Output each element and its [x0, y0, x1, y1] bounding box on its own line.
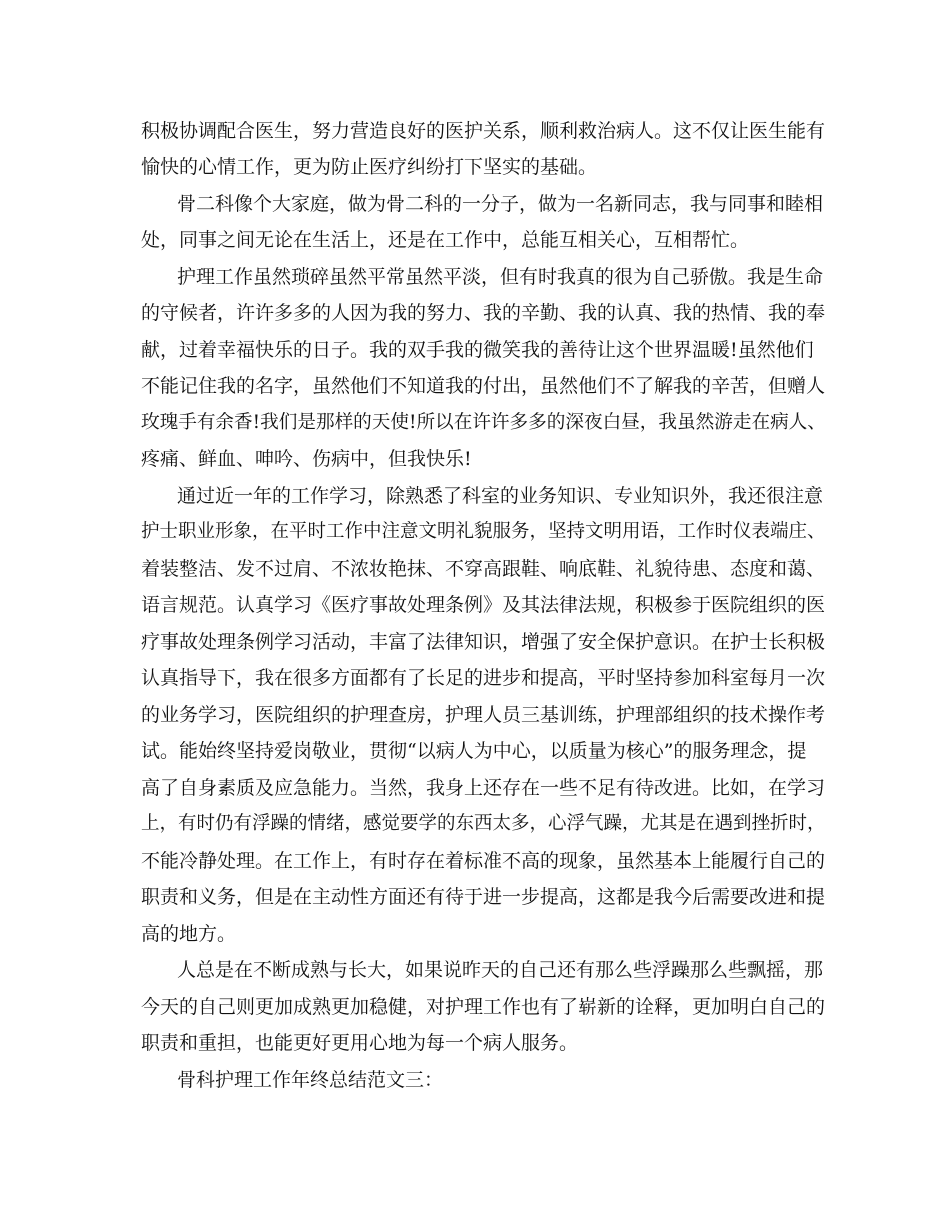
text-line: 高的地方。 [141, 923, 237, 945]
text-line: 认真指导下，我在很多方面都有了长足的进步和提高，平时坚持参加科室每月一次 [141, 667, 826, 689]
text-line: 疼痛、鲜血、呻吟、伤病中，但我快乐! [141, 448, 472, 470]
text-line: 处，同事之间无论在生活上，还是在工作中，总能互相关心，互相帮忙。 [141, 229, 750, 251]
text-line: 语言规范。认真学习《医疗事故处理条例》及其法律法规，积极参于医院组织的医 [141, 594, 826, 616]
text-line: 不能记住我的名字，虽然他们不知道我的付出，虽然他们不了解我的辛苦，但赠人 [141, 375, 826, 397]
paragraph-first-line: 护理工作虽然琐碎虽然平常虽然平淡，但有时我真的很为自己骄傲。我是生命 [177, 266, 824, 288]
text-line: 着装整洁、发不过肩、不浓妆艳抹、不穿高跟鞋、响底鞋、礼貌待患、态度和蔼、 [141, 558, 826, 580]
text-line: 高了自身素质及应急能力。当然，我身上还存在一些不足有待改进。比如，在学习 [141, 777, 826, 799]
text-line: 职责和义务，但是在主动性方面还有待于进一步提高，这都是我今后需要改进和提 [141, 886, 826, 908]
text-line: 疗事故处理条例学习活动，丰富了法律知识，增强了安全保护意识。在护士长积极 [141, 631, 826, 653]
paragraph-first-line: 通过近一年的工作学习，除熟悉了科室的业务知识、专业知识外，我还很注意 [177, 485, 824, 507]
text-line: 献，过着幸福快乐的日子。我的双手我的微笑我的善待让这个世界温暖!虽然他们 [141, 339, 814, 361]
text-line: 不能冷静处理。在工作上，有时存在着标准不高的现象，虽然基本上能履行自己的 [141, 850, 826, 872]
paragraph-first-line: 人总是在不断成熟与长大，如果说昨天的自己还有那么些浮躁那么些飘摇，那 [177, 959, 824, 981]
text-line: 护士职业形象，在平时工作中注意文明礼貌服务，坚持文明用语，工作时仪表端庄、 [141, 521, 826, 542]
text-line: 今天的自己则更加成熟更加稳健，对护理工作也有了崭新的诠释，更加明白自己的 [141, 996, 826, 1018]
text-line: 试。能始终坚持爱岗敬业，贯彻“以病人为中心，以质量为核心”的服务理念，提 [141, 740, 807, 762]
text-line: 积极协调配合医生，努力营造良好的医护关系，顺利救治病人。这不仅让医生能有 [141, 120, 826, 142]
text-line: 的业务学习，医院组织的护理查房，护理人员三基训练，护理部组织的技术操作考 [141, 704, 826, 726]
text-line: 的守候者，许许多多的人因为我的努力、我的辛勤、我的认真、我的热情、我的奉 [141, 302, 826, 324]
text-line: 玫瑰手有余香!我们是那样的天使!所以在许许多多的深夜白昼，我虽然游走在病人、 [141, 412, 826, 433]
text-line: 职责和重担，也能更好更用心地为每一个病人服务。 [141, 1032, 579, 1054]
section-heading: 骨科护理工作年终总结范文三： [177, 1069, 444, 1091]
text-line: 愉快的心情工作，更为防止医疗纠纷打下坚实的基础。 [141, 156, 598, 178]
paragraph-first-line: 骨二科像个大家庭，做为骨二科的一分子，做为一名新同志，我与同事和睦相 [177, 193, 824, 215]
text-line: 上，有时仍有浮躁的情绪，感觉要学的东西太多，心浮气躁，尤其是在遇到挫折时， [141, 813, 826, 834]
